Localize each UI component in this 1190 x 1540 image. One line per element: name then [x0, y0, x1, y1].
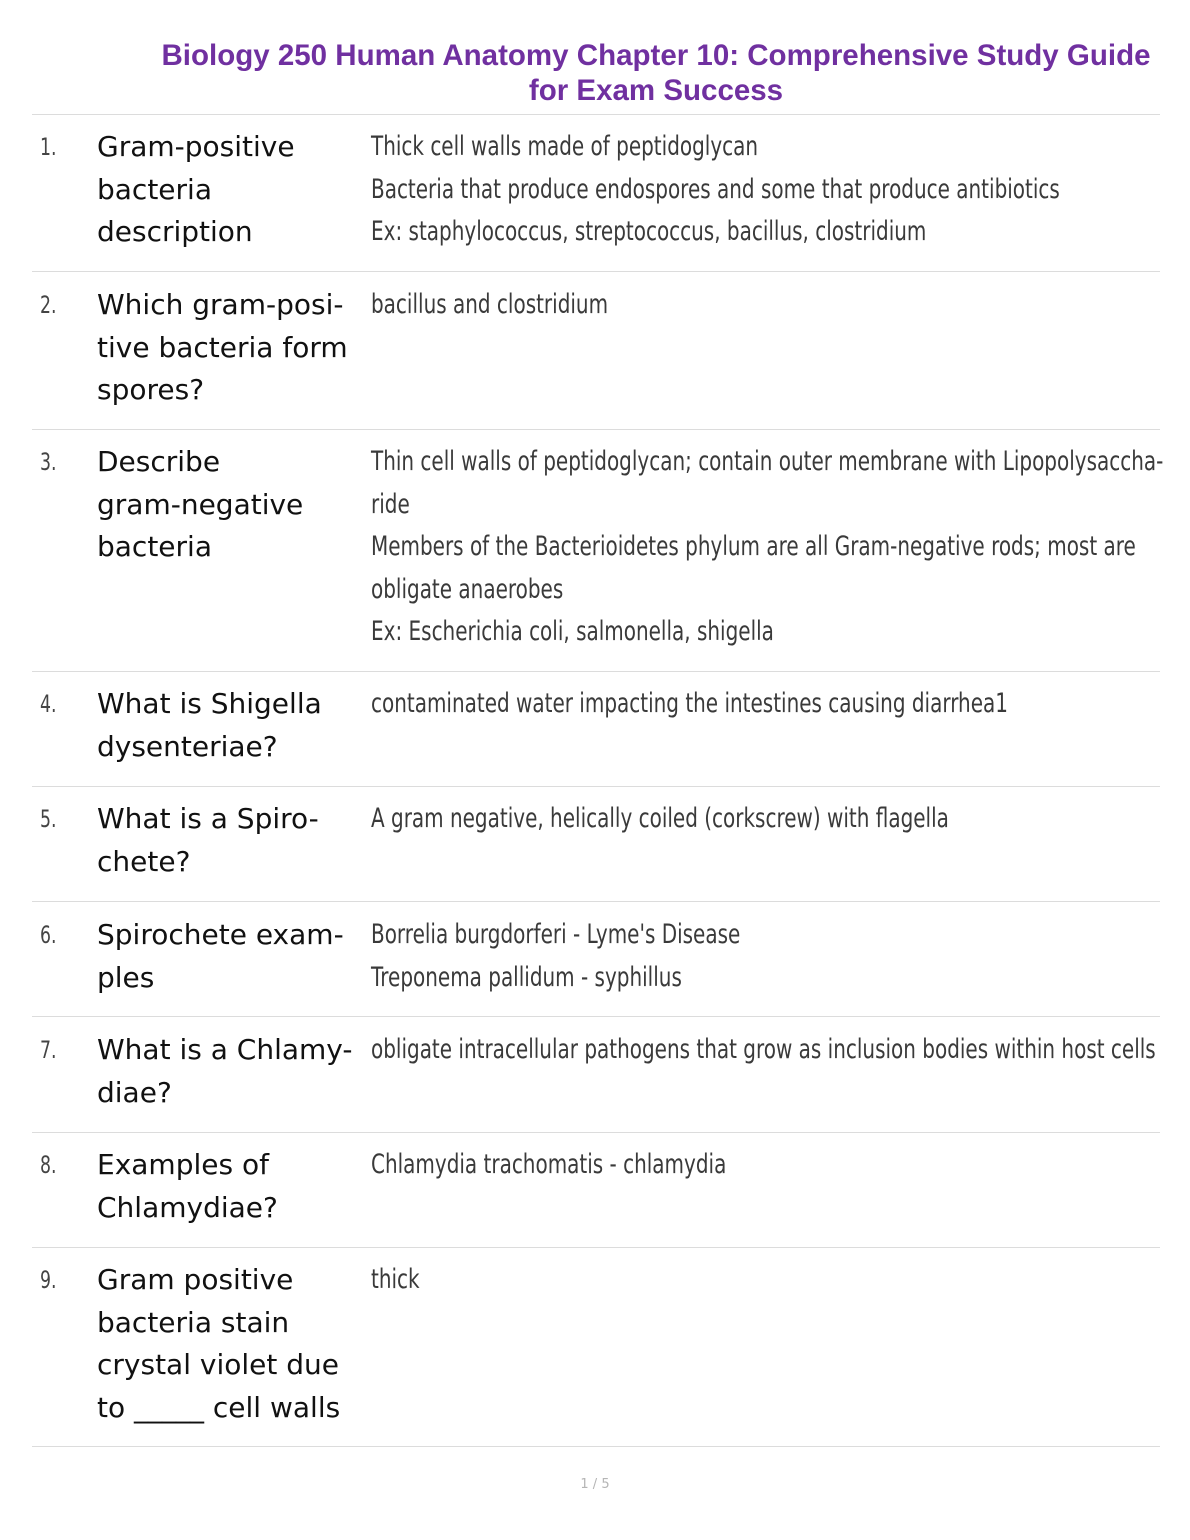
- card-definition: [371, 284, 1148, 327]
- definition-line: contaminated water impacting the intestines causing diarrhea1: [371, 688, 1008, 719]
- term-line: Gram positive: [97, 1263, 294, 1296]
- term-line: to _____ cell walls: [97, 1390, 341, 1424]
- term-line: description: [97, 215, 253, 248]
- term-line: diae?: [97, 1075, 172, 1109]
- divider: [32, 271, 1160, 272]
- definition-line: Borrelia burgdorferi - Lyme's Disease: [371, 919, 741, 950]
- card-definition: [371, 1144, 1148, 1187]
- term-line: spores?: [97, 373, 205, 406]
- term-line: tive bacteria form: [97, 330, 348, 364]
- term-line: Which gram-posi-: [97, 288, 344, 321]
- definition-line: Ex: staphylococcus, streptococcus, bacillus, clostridium: [371, 216, 927, 247]
- card-definition: [371, 914, 1148, 999]
- document-title: [120, 38, 1190, 108]
- term-line: bacteria stain: [97, 1305, 290, 1339]
- divider: [32, 429, 1160, 430]
- card-term: [97, 126, 365, 254]
- definition-line: thick: [371, 1264, 420, 1295]
- divider: [32, 1446, 1160, 1447]
- divider: [32, 1247, 1160, 1248]
- definition-line: Chlamydia trachomatis - chlamydia: [371, 1149, 727, 1180]
- card-definition: [371, 441, 1164, 654]
- definition-line: Ex: Escherichia coli, salmonella, shigella: [371, 616, 774, 647]
- term-line: bacteria: [97, 172, 212, 206]
- definition-line: Members of the Bacterioidetes phylum are all Gram-negative rods; most are: [371, 531, 1136, 562]
- flashcard-row: [32, 126, 1160, 270]
- card-number: 1.: [40, 133, 57, 161]
- term-line: chete?: [97, 844, 191, 878]
- card-definition: [371, 1259, 1148, 1302]
- term-line: gram-negative: [97, 487, 304, 521]
- term-line: bacteria: [97, 530, 212, 563]
- term-line: Examples of: [97, 1148, 269, 1181]
- flashcard-row: [32, 798, 1160, 900]
- definition-line: Bacteria that produce endospores and some that produce antibiotics: [371, 173, 1060, 205]
- card-term: [97, 798, 365, 883]
- definition-line: ride: [371, 488, 410, 520]
- term-line: What is a Chlamy-: [97, 1033, 353, 1066]
- divider: [32, 671, 1160, 672]
- term-line: What is Shigella: [97, 687, 322, 720]
- card-number: 6.: [40, 921, 57, 949]
- card-number: 2.: [40, 291, 57, 319]
- card-definition: [371, 798, 1148, 841]
- divider: [32, 1132, 1160, 1133]
- definition-line: Thin cell walls of peptidoglycan; contain outer membrane with Lipopolysaccha-: [371, 446, 1164, 477]
- divider: [32, 901, 1160, 902]
- card-definition: [371, 683, 1148, 726]
- card-number: 4.: [40, 690, 57, 718]
- flashcard-row: [32, 441, 1164, 669]
- definition-line: obligate intracellular pathogens that grow as inclusion bodies within host cells: [371, 1034, 1156, 1065]
- card-number: 7.: [40, 1036, 57, 1064]
- card-term: [97, 284, 365, 412]
- card-term: [97, 1029, 365, 1114]
- card-term: [97, 1259, 365, 1429]
- term-line: Gram-positive: [97, 130, 295, 163]
- card-number: 3.: [40, 448, 57, 476]
- term-line: What is a Spiro-: [97, 802, 319, 835]
- card-term: [97, 914, 365, 999]
- term-line: dysenteriae?: [97, 729, 278, 763]
- card-number: 5.: [40, 805, 57, 833]
- card-definition: [371, 126, 1148, 254]
- term-line: Chlamydiae?: [97, 1190, 278, 1224]
- definition-line: Thick cell walls made of peptidoglycan: [371, 131, 759, 162]
- document-title-line-1: Biology 250 Human Anatomy Chapter 10: Comprehensive Study Guide: [161, 39, 1151, 72]
- flashcard-row: [32, 1259, 1160, 1445]
- flashcard-row: [32, 914, 1160, 1016]
- card-number: 8.: [40, 1151, 57, 1179]
- term-line: crystal violet due: [97, 1348, 339, 1381]
- definition-line: bacillus and clostridium: [371, 289, 609, 320]
- card-definition: [371, 1029, 1156, 1072]
- document-title-line-2: for Exam Success: [528, 74, 784, 107]
- page-number: 1 / 5: [580, 1477, 610, 1492]
- card-number: 9.: [40, 1266, 57, 1294]
- flashcard-row: [32, 1029, 1160, 1131]
- card-term: [97, 683, 365, 768]
- card-term: [97, 1144, 365, 1229]
- flashcard-row: [32, 284, 1160, 428]
- divider: [32, 1016, 1160, 1017]
- card-term: [97, 441, 365, 569]
- divider: [32, 114, 1160, 115]
- term-line: Describe: [97, 445, 221, 478]
- term-line: ples: [97, 960, 155, 994]
- definition-line: A gram negative, helically coiled (corkscrew) with flagella: [371, 803, 949, 834]
- definition-line: obligate anaerobes: [371, 573, 564, 605]
- flashcard-row: [32, 1144, 1160, 1246]
- term-line: Spirochete exam-: [97, 918, 344, 951]
- divider: [32, 786, 1160, 787]
- flashcard-row: [32, 683, 1160, 785]
- definition-line: Treponema pallidum - syphillus: [371, 961, 682, 993]
